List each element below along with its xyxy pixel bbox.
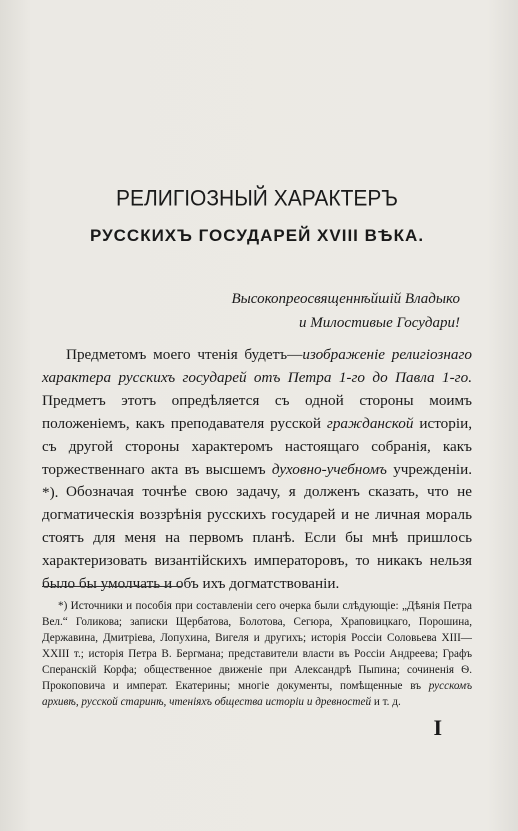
footnote-divider — [42, 586, 182, 587]
paragraph-2: Обозначая точнѣе свою задачу, я долженъ сказать, что не догматическія воззрѣнія русскихъ государей и не личная мораль стоятъ для меня на первомъ планѣ. Если бы мнѣ пришлось характеризовать византійскихъ императоровъ, то никакъ нельзя было бы умолчать и объ ихъ догматствованіи. — [42, 483, 472, 592]
paragraph-1-part4: гражданской — [326, 415, 414, 432]
footnote-part2: русскомъ архивѣ, русской старинѣ, чтеніяхъ общества исторіи и древностей — [42, 680, 472, 708]
footnote — [42, 598, 472, 710]
footnote-part1: *) Источники и пособія при составленіи сего очерка были слѣдующіе: „Дѣянія Петра Вел.“ Голикова; записки Щербатова, Болотова, Сегюра, Храповицкаго, Порошина, Державина, Дмитріева, Лопухина, Вигеля и другихъ; исторія Россіи Соловьева XIII—XXIII т.; исторія Петра В. Бергмана; представители власти въ Россіи Андреева; Графъ Сперанскій Корфа; общественное движеніе при Александрѣ Пыпина; сочиненія Ѳ. Прокоповича и императ. Екатерины; многіе документы, помѣщенные въ — [42, 600, 472, 692]
paragraph-1-part1: Предметомъ моего чтенія будетъ— — [66, 346, 303, 363]
heading-line-2: РУССКИХЪ ГОСУДАРЕЙ XVIII ВѢКА. — [89, 226, 425, 245]
paragraph-1-part2: изображеніе религіознаго характера русскихъ государей отъ Петра 1-го до Павла 1-го. — [42, 346, 473, 386]
address-line-2: и Милостивые Государи! — [298, 315, 460, 331]
paragraph-1-part6: духовно-учебномъ — [271, 461, 387, 478]
address-salutation — [140, 287, 460, 335]
paragraph-1-part7: учрежденіи. *). — [42, 461, 472, 501]
paragraph-1-part3: Предметъ этотъ опредѣляется съ одной стороны моимъ положеніемъ, какъ преподавателя русской — [42, 392, 472, 432]
footnote-part3: и т. д. — [371, 696, 401, 708]
heading-line-1: РЕЛИГІОЗНЫЙ ХАРАКТЕРЪ — [115, 186, 399, 211]
paragraph-1-part5: исторіи, съ другой стороны характеромъ настоящаго собранія, какъ торжественнаго акта въ высшемъ — [42, 415, 473, 478]
signature-mark: I — [433, 715, 442, 740]
address-line-1: Высокопреосвященнѣйшій Владыко — [231, 291, 460, 307]
